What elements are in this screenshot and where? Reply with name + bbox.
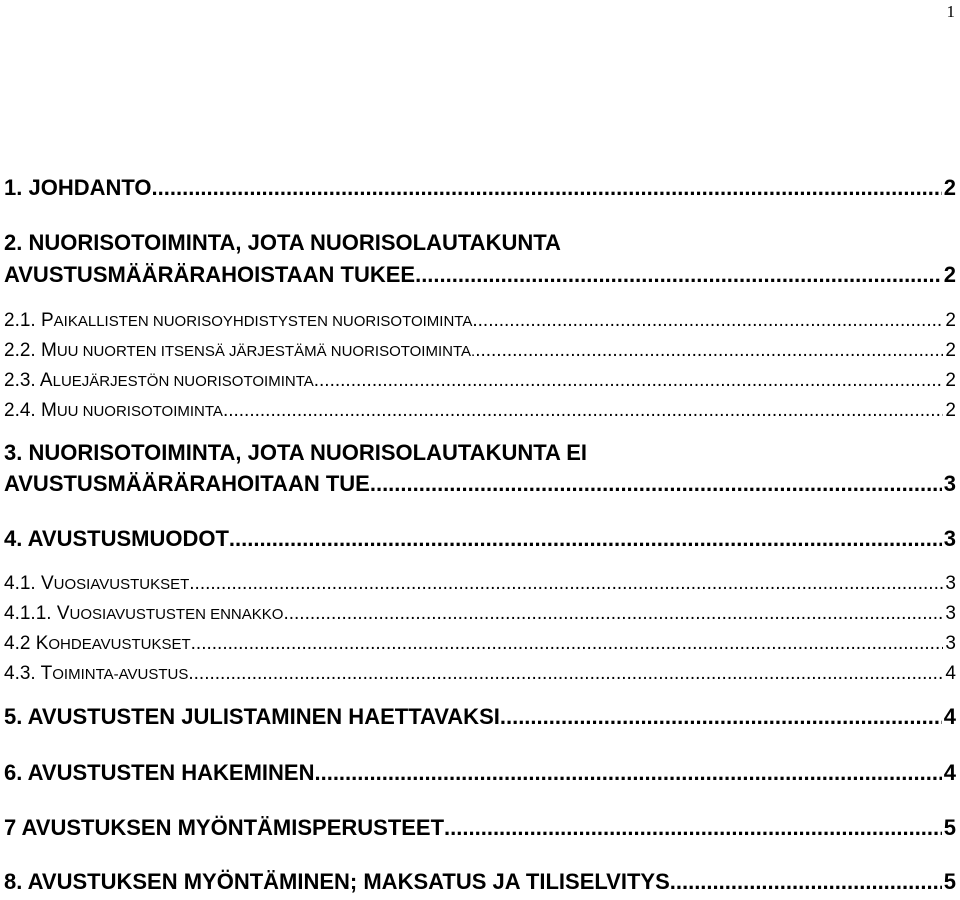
toc-title: 7 AVUSTUKSEN MYÖNTÄMISPERUSTEET [4, 815, 445, 840]
toc-entry-4-1[interactable] [4, 574, 956, 593]
leader-dots [191, 634, 944, 653]
toc-page: 3 [945, 573, 956, 594]
leader-dots [283, 604, 943, 623]
leader-dots [223, 401, 943, 420]
toc-page: 3 [945, 633, 956, 654]
toc-page: 2 [945, 370, 956, 391]
toc-title: 2.4. MUU NUORISOTOIMINTA [4, 400, 223, 421]
toc-entry-2[interactable] [4, 264, 956, 286]
toc-entry-2-4[interactable] [4, 401, 956, 420]
toc-page: 3 [943, 526, 956, 551]
leader-dots [314, 371, 944, 390]
leader-dots [500, 706, 942, 728]
leader-dots [229, 528, 942, 550]
toc-title: 4.1. VUOSIAVUSTUKSET [4, 573, 190, 594]
toc-entry-4-1-1[interactable] [4, 604, 956, 623]
toc-title: 1. JOHDANTO [4, 175, 152, 200]
toc-entry-4-3[interactable] [4, 664, 956, 683]
leader-dots [415, 264, 942, 286]
toc-page: 2 [943, 175, 956, 200]
leader-dots [314, 762, 941, 784]
toc-page: 4 [945, 663, 956, 684]
toc-entry-4-2[interactable] [4, 634, 956, 653]
toc-entry-5[interactable] [4, 706, 956, 728]
leader-dots [188, 664, 943, 683]
toc-title: 5. AVUSTUSTEN JULISTAMINEN HAETTAVAKSI [4, 704, 500, 729]
toc-entry-7[interactable] [4, 817, 956, 839]
page-number: 1 [946, 2, 955, 21]
toc-page: 2 [945, 310, 956, 331]
toc-page: 3 [943, 471, 956, 496]
toc-page: 3 [945, 603, 956, 624]
toc-title: 4.3. TOIMINTA-AVUSTUS [4, 663, 189, 684]
toc-title: AVUSTUSMÄÄRÄRAHOITAAN TUE [4, 471, 370, 496]
toc-title: 2.2. MUU NUORTEN ITSENSÄ JÄRJESTÄMÄ NUORISOTOIMINTA. [4, 340, 476, 361]
leader-dots [670, 871, 942, 893]
toc-entry-1[interactable] [4, 177, 956, 199]
leader-dots [189, 574, 943, 593]
toc-entry-3-line1[interactable]: 3. NUORISOTOIMINTA, JOTA NUORISOLAUTAKUNTA EI [4, 440, 588, 465]
toc-page: 4 [943, 704, 956, 729]
toc-title: 8. AVUSTUKSEN MYÖNTÄMINEN; MAKSATUS JA TILISELVITYS [4, 869, 670, 894]
leader-dots [472, 311, 943, 330]
toc-page: 5 [943, 869, 956, 894]
toc-title: 4.2 KOHDEAVUSTUKSET [4, 633, 191, 654]
toc-entry-6[interactable] [4, 762, 956, 784]
toc-page: 2 [945, 400, 956, 421]
toc-title: 4.1.1. VUOSIAVUSTUSTEN ENNAKKO [4, 603, 284, 624]
leader-dots [475, 341, 943, 360]
toc-title: 2.1. PAIKALLISTEN NUORISOYHDISTYSTEN NUORISOTOIMINTA [4, 310, 473, 331]
toc-title: 2.3. ALUEJÄRJESTÖN NUORISOTOIMINTA [4, 370, 314, 391]
toc-entry-8[interactable] [4, 871, 956, 893]
toc-page: 2 [943, 262, 956, 287]
leader-dots [370, 473, 942, 495]
leader-dots [152, 177, 942, 199]
toc-page: 4 [943, 760, 956, 785]
toc-page: 5 [943, 815, 956, 840]
toc-entry-2-3[interactable] [4, 371, 956, 390]
toc-title: 6. AVUSTUSTEN HAKEMINEN [4, 760, 315, 785]
toc-entry-4[interactable] [4, 528, 956, 550]
toc-title: AVUSTUSMÄÄRÄRAHOISTAAN TUKEE [4, 262, 416, 287]
toc-entry-3[interactable] [4, 473, 956, 495]
toc-entry-2-line1[interactable]: 2. NUORISOTOIMINTA, JOTA NUORISOLAUTAKUNTA [4, 230, 561, 255]
toc-entry-2-2[interactable] [4, 341, 956, 360]
toc-page: 2 [945, 340, 956, 361]
toc-title: 4. AVUSTUSMUODOT [4, 526, 229, 551]
leader-dots [444, 817, 942, 839]
toc-entry-2-1[interactable] [4, 311, 956, 330]
